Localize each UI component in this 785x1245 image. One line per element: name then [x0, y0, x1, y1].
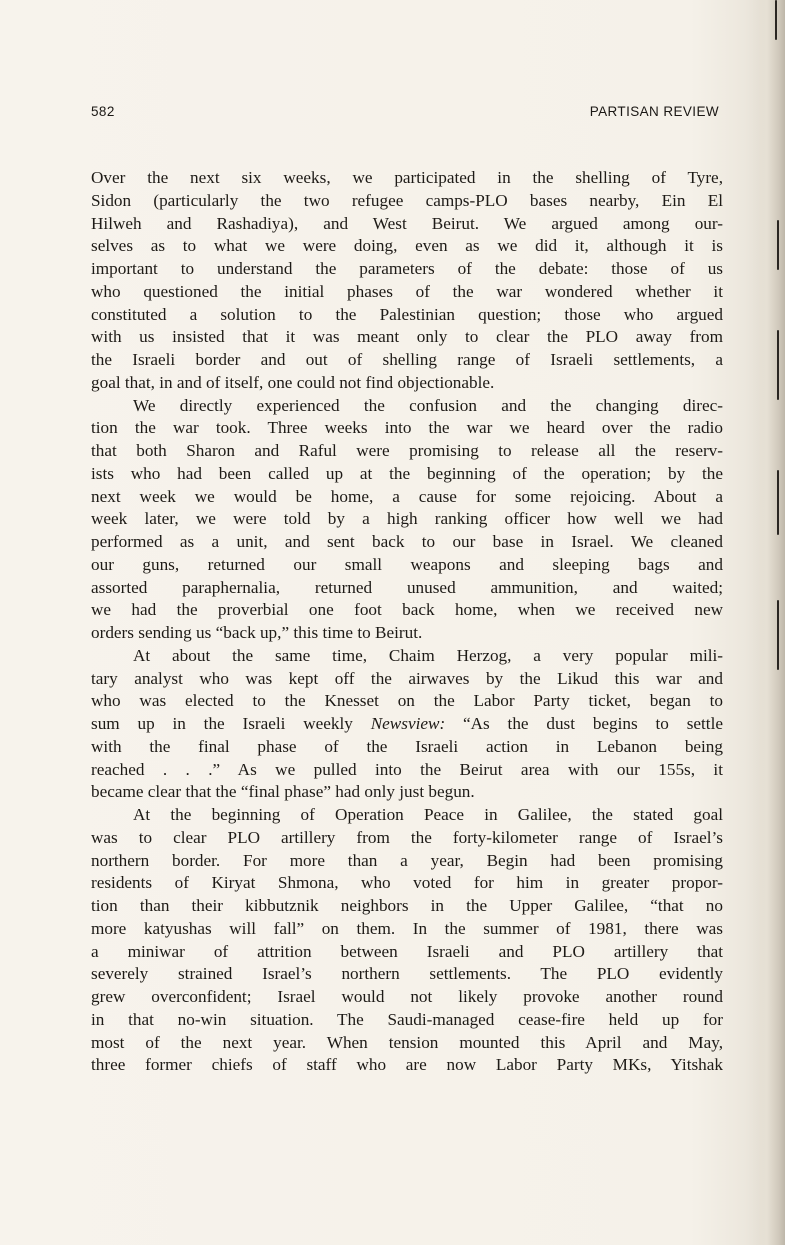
text-line: reached . . .” As we pulled into the Beirut area with our 155s, it	[91, 759, 723, 779]
paragraph-4	[91, 804, 723, 1077]
publication-title: Newsview:	[370, 714, 446, 733]
text-line: Sidon (particularly the two refugee camps-PLO bases nearby, Ein El	[91, 190, 723, 210]
text-line: northern border. For more than a year, Begin had been promising	[91, 850, 723, 870]
text-line: who was elected to the Knesset on the Labor Party ticket, began to	[91, 691, 723, 711]
page-edge-mark	[777, 600, 779, 670]
text-line: Over the next six weeks, we participated in the shelling of Tyre,	[91, 168, 723, 187]
text-fragment: “As the dust begins to settle	[445, 714, 723, 733]
text-line: we had the proverbial one foot back home, when we received new	[91, 600, 723, 620]
text-line: the Israeli border and out of shelling range of Israeli settlements, a	[91, 350, 723, 369]
text-line: our guns, returned our small weapons and sleeping bags and	[91, 554, 723, 574]
text-line: a miniwar of attrition between Israeli and PLO artillery that	[91, 941, 723, 961]
page-edge-mark	[777, 470, 779, 535]
text-line: with us insisted that it was meant only to clear the PLO away from	[91, 327, 723, 347]
running-head: PARTISAN REVIEW	[589, 104, 719, 119]
text-line: We directly experienced the confusion and the changing direc-	[133, 395, 723, 415]
text-line: next week we would be home, a cause for some rejoicing. About a	[91, 486, 723, 506]
text-line: assorted paraphernalia, returned unused ammunition, and waited;	[91, 577, 723, 597]
text-line: became clear that the “final phase” had only just begun.	[91, 782, 475, 802]
body-text	[91, 167, 723, 1077]
text-line: most of the next year. When tension mounted this April and May,	[91, 1032, 723, 1052]
text-line: week later, we were told by a high ranking officer how well we had	[91, 509, 723, 529]
text-line: that both Sharon and Raful were promising to release all the reserv-	[91, 441, 723, 460]
page-edge-mark	[777, 220, 779, 270]
page-number: 582	[91, 104, 115, 119]
text-line: ists who had been called up at the beginning of the operation; by the	[91, 463, 723, 483]
text-line: with the final phase of the Israeli action in Lebanon being	[91, 736, 723, 756]
page-gutter-shadow	[755, 0, 785, 1245]
text-line: performed as a unit, and sent back to our base in Israel. We cleaned	[91, 532, 723, 551]
text-line: three former chiefs of staff who are now Labor Party MKs, Yitshak	[91, 1055, 723, 1075]
text-line: constituted a solution to the Palestinian question; those who argued	[91, 304, 723, 324]
paragraph-1	[91, 167, 723, 395]
paragraph-2	[91, 395, 723, 645]
text-line: goal that, in and of itself, one could not find objectionable.	[91, 372, 495, 392]
text-line: At about the same time, Chaim Herzog, a very popular mili-	[133, 645, 723, 665]
text-line: in that no-win situation. The Saudi-managed cease-fire held up for	[91, 1009, 723, 1029]
paragraph-3	[91, 645, 723, 804]
text-line: important to understand the parameters of the debate: those of us	[91, 259, 723, 278]
text-line: tary analyst who was kept off the airwaves by the Likud this war and	[91, 668, 723, 688]
text-line: Hilweh and Rashadiya), and West Beirut. We argued among our-	[91, 213, 723, 233]
text-fragment: sum up in the Israeli weekly	[91, 714, 371, 733]
page-header	[91, 104, 719, 124]
text-line: At the beginning of Operation Peace in Galilee, the stated goal	[133, 805, 723, 824]
text-line: was to clear PLO artillery from the forty-kilometer range of Israel’s	[91, 827, 723, 847]
text-line: selves as to what we were doing, even as we did it, although it is	[91, 236, 723, 256]
text-line: residents of Kiryat Shmona, who voted for him in greater propor-	[91, 873, 723, 893]
text-line-with-italic	[91, 713, 723, 736]
text-line: tion the war took. Three weeks into the war we heard over the radio	[91, 418, 723, 438]
text-line: more katyushas will fall” on them. In the summer of 1981, there was	[91, 918, 723, 938]
page-edge-mark	[775, 0, 777, 40]
text-line: tion than their kibbutznik neighbors in the Upper Galilee, “that no	[91, 896, 723, 915]
text-line: severely strained Israel’s northern settlements. The PLO evidently	[91, 964, 723, 984]
text-line: grew overconfident; Israel would not likely provoke another round	[91, 987, 723, 1006]
text-line: orders sending us “back up,” this time to Beirut.	[91, 623, 423, 642]
text-line: who questioned the initial phases of the war wondered whether it	[91, 281, 723, 301]
page-edge-mark	[777, 330, 779, 400]
